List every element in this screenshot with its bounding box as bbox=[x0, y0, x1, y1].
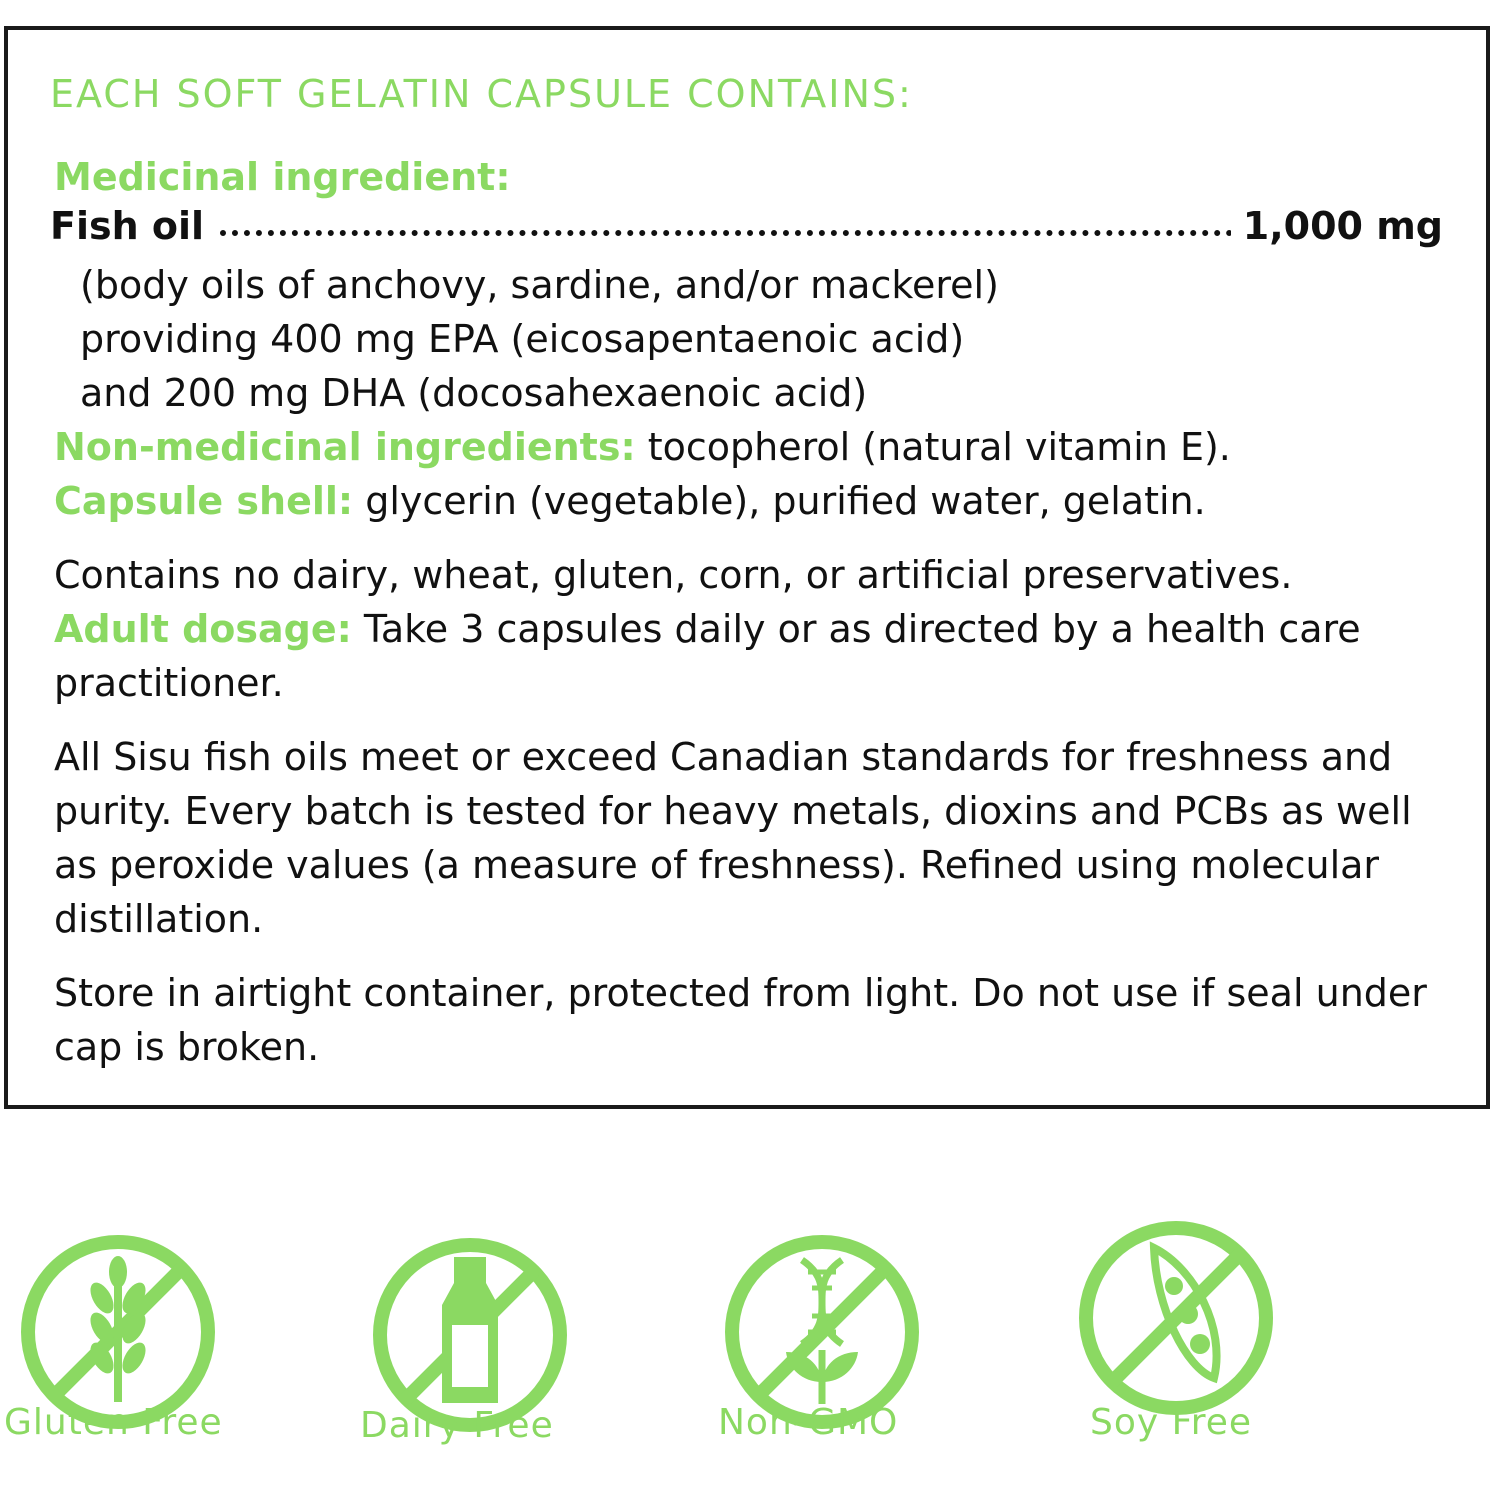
adult-dosage bbox=[54, 602, 1361, 656]
epa-content: providing 400 mg EPA (eicosapentaenoic acid) bbox=[80, 317, 965, 361]
capsule-shell bbox=[54, 474, 1206, 528]
standards-line: as peroxide values (a measure of freshness). Refined using molecular bbox=[54, 843, 1380, 887]
dairy-free-label: Dairy Free bbox=[360, 1405, 554, 1446]
non-medicinal-ingredients bbox=[54, 420, 1231, 474]
fish-oil-name: Fish oil bbox=[50, 204, 216, 248]
fish-oil-source: (body oils of anchovy, sardine, and/or mackerel) bbox=[80, 263, 999, 307]
soybean-pod-icon bbox=[1076, 1218, 1276, 1418]
adult-dosage-text: Take 3 capsules daily or as directed by a health care bbox=[351, 607, 1361, 651]
gluten-free-label: Gluten Free bbox=[4, 1402, 223, 1443]
storage-line: Store in airtight container, protected from light. Do not use if seal under bbox=[54, 971, 1427, 1015]
adult-dosage-continued: practitioner. bbox=[54, 661, 284, 705]
standards-line: purity. Every batch is tested for heavy metals, dioxins and PCBs as well bbox=[54, 789, 1412, 833]
storage-line: cap is broken. bbox=[54, 1025, 320, 1069]
capsule-shell-text: glycerin (vegetable), purified water, gelatin. bbox=[353, 479, 1206, 523]
medicinal-ingredient-heading: Medicinal ingredient: bbox=[54, 155, 511, 199]
allergen-statement: Contains no dairy, wheat, gluten, corn, or artificial preservatives. bbox=[54, 553, 1293, 597]
fish-oil-row bbox=[50, 204, 1443, 258]
dha-content: and 200 mg DHA (docosahexaenoic acid) bbox=[80, 371, 868, 415]
soy-free-label: Soy Free bbox=[1090, 1402, 1253, 1443]
capsule-shell-label: Capsule shell: bbox=[54, 479, 354, 523]
fish-oil-amount: 1,000 mg bbox=[1231, 204, 1443, 248]
soy-free-badge bbox=[1076, 1218, 1276, 1418]
standards-line: distillation. bbox=[54, 897, 264, 941]
capsule-contents-heading: EACH SOFT GELATIN CAPSULE CONTAINS: bbox=[50, 72, 913, 116]
non-medicinal-label: Non-medicinal ingredients: bbox=[54, 425, 636, 469]
standards-line: All Sisu fish oils meet or exceed Canadian standards for freshness and bbox=[54, 735, 1393, 779]
adult-dosage-label: Adult dosage: bbox=[54, 607, 352, 651]
leader-dots bbox=[220, 230, 1233, 236]
non-gmo-label: Non-GMO bbox=[718, 1402, 899, 1443]
non-medicinal-text: tocopherol (natural vitamin E). bbox=[635, 425, 1231, 469]
